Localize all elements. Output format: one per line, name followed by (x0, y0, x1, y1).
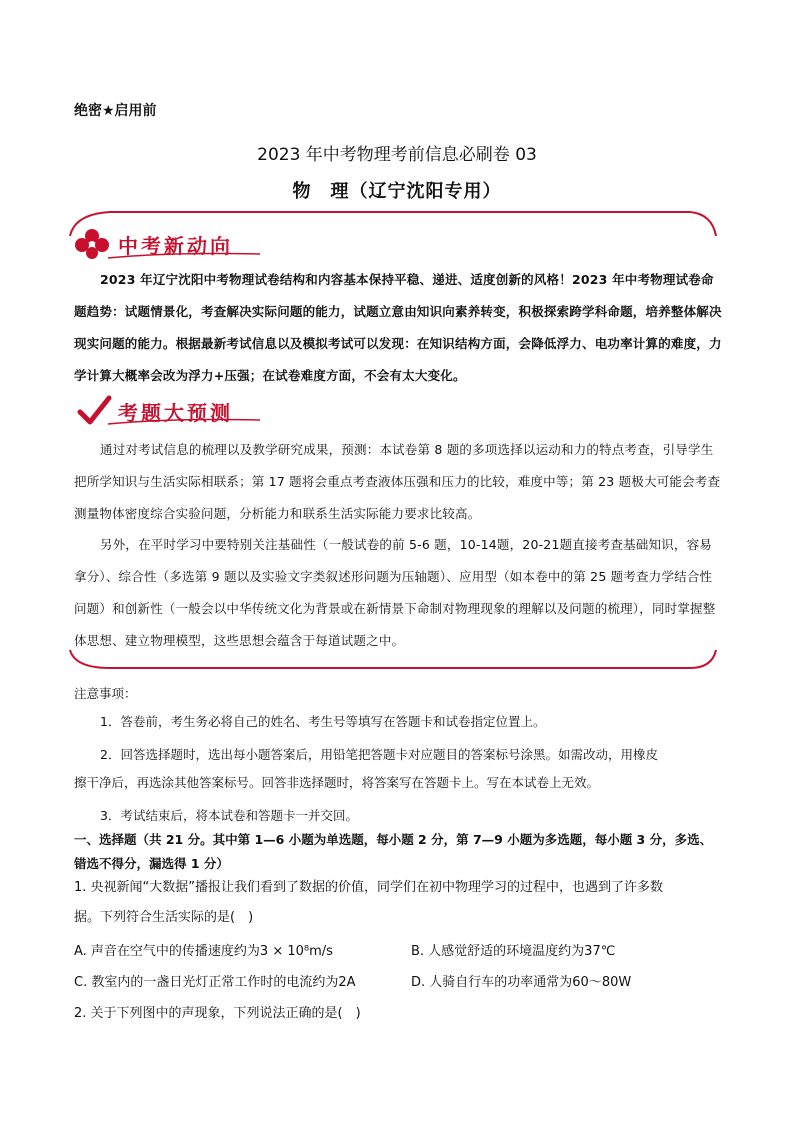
question-1-line-2: 据。下列符合生活实际的是( ) (74, 910, 254, 925)
prediction-paragraph-1: 通过对考试信息的梳理以及教学研究成果，预测：本试卷第 8 题的多项选择以运动和力的特点考查，引导学生把所学知识与生活实际相联系；第 17 题将会重点考查液体压强和压力的比较，难度中等；第 23 题极大可能会考查测量物体密度综合实验问题，分析能力和联系生活实际能力要求比较高。 (74, 442, 721, 521)
notes-title: 注意事项： (74, 686, 137, 701)
checkmark-icon (76, 394, 112, 428)
notes-item-2-line-1: 2．回答选择题时，选出每小题答案后，用铅笔把答题卡对应题目的答案标号涂黑。如需改动，用橡皮 (100, 747, 658, 762)
section-one-heading: 一、选择题（共 21 分。其中第 1—6 小题为单选题，每小题 2 分，第 7—9 小题为多选题，每小题 3 分，多选、错选不得分，漏选得 1 分） (74, 832, 713, 871)
question-1-line-1: 1. 央视新闻“大数据”播报让我们看到了数据的价值，同学们在初中物理学习的过程中，也遇到了许多数 (74, 880, 664, 895)
question-1-option-b: B. 人感觉舒适的环境温度约为37℃ (411, 944, 616, 959)
new-trends-heading: 中考新动向 (118, 234, 233, 258)
question-2: 2. 关于下列图中的声现象，下列说法正确的是( ) (74, 1006, 361, 1021)
prediction-heading: 考题大预测 (118, 401, 233, 425)
prediction-paragraph-2: 另外，在平时学习中要特别关注基础性（一般试卷的前 5-6 题，10-14题，20-21题直接考查基础知识，容易拿分）、综合性（多选第 9 题以及实验文字类叙述形问题为压轴题）、应用型（如本卷中的第 25 题考查力学结合性问题）和创新性（一般会以中华传统文化为背景或在新情景下命制对物理现象的理解以及问题的梳理），同时掌握整体思想、建立物理模型，这些思想会蕴含于每道试题之中。 (74, 537, 716, 648)
notes-item-1: 1．答卷前，考生务必将自己的姓名、考生号等填写在答题卡和试卷指定位置上。 (100, 714, 546, 729)
new-trends-paragraph: 2023 年辽宁沈阳中考物理试卷结构和内容基本保持平稳、递进、适度创新的风格！2023 年中考物理试卷命题趋势：试题情景化，考查解决实际问题的能力，试题立意由知识向素养转变，积极探索跨学科命题，培养整体解决现实问题的能力。根据最新考试信息以及模拟考试可以发现：在知识结构方面，会降低浮力、电功率计算的难度，力学计算大概率会改为浮力+压强；在试卷难度方面，不会有太大变化。 (74, 272, 722, 383)
question-1-option-a: A. 声音在空气中的传播速度约为3 × 10⁸m/s (74, 944, 333, 959)
question-1-option-c: C. 教室内的一盏日光灯正常工作时的电流约为2A (74, 975, 356, 990)
secret-label: 绝密★启用前 (74, 103, 157, 119)
exam-subtitle: 物 理（辽宁沈阳专用） (292, 181, 502, 202)
clover-icon (74, 228, 110, 260)
exam-title: 2023 年中考物理考前信息必刷卷 03 (257, 145, 537, 165)
notes-item-3: 3．考试结束后，将本试卷和答题卡一并交回。 (100, 808, 358, 823)
notes-item-2-line-2: 擦干净后，再选涂其他答案标号。回答非选择题时，将答案写在答题卡上。写在本试卷上无效。 (74, 775, 600, 790)
question-1-option-d: D. 人骑自行车的功率通常为60～80W (411, 975, 632, 990)
